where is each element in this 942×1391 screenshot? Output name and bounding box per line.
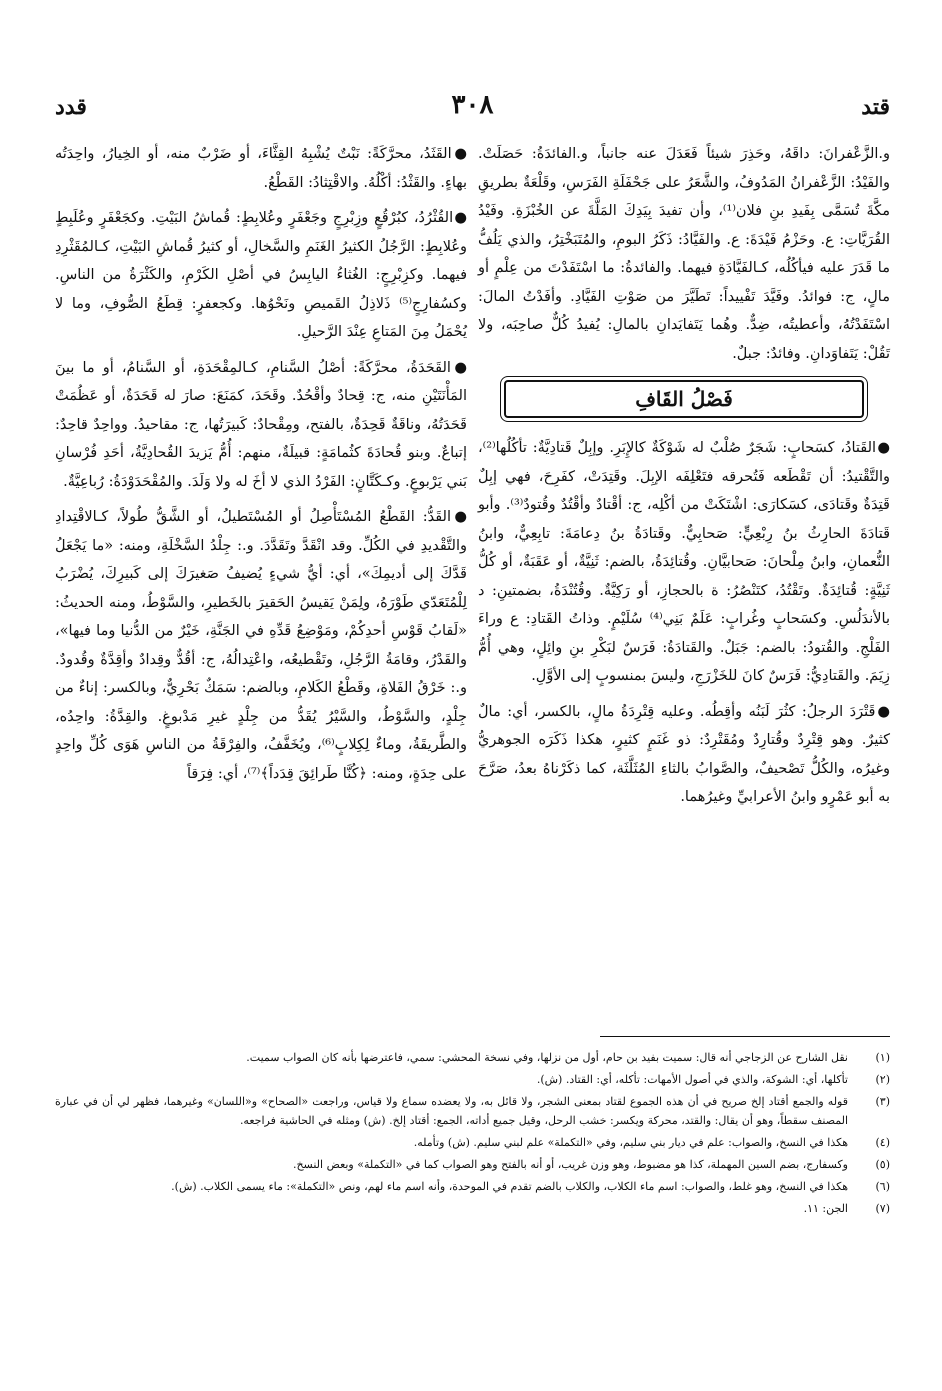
- header-entry-word-right: قتد: [861, 94, 890, 120]
- footnote: [55, 1177, 890, 1196]
- footnote-text: تأكلها، أي: الشوكة، والذي في أصول الأمهات: تأكله، أي: القتاد. (ش).: [536, 1073, 848, 1086]
- footnote-text: هكذا في النسخ، والصواب: علم في ديار بني سليم، وفي «التكملة» علم لبني سليم. (ش) وتأمله.: [413, 1136, 848, 1149]
- paragraph-qahada: ●القَحَدَةُ، محرَّكَةً: أصْلُ السَّنامِ، كـالمِقْحَدَةِ، أو السَّنامُ، أو ما بينَ المَأْنَتَيْنِ منه، ج: قِحادٌ وأقْحُدٌ. وقَحَدَ، كمَنَعَ: صارَ له قَحَدَةٌ، أو عَظُمَتْ قَحَدَتُهُ، وناقَةٌ قَحِدَةٌ، بالفتح، ومِقْحادٌ: كَبيرَتُها، ج: مقاحيدُ. وواحِدٌ قاحِدٌ: إتباعٌ. وبنو قُحادَةَ كثُمامَةٍ: قبيلَةٌ، منهم: أُمُّ يَزيدَ القُحادِيَّةُ، أحَدِ فُرْسانِ بَني يَرْبوعٍ. وكـكَتَّانٍ: الفَرْدُ الذي لا أخَ له ولا وَلَدَ. والمُقْحَدَوْدَةُ: رُباعِيَّةٌ.: [55, 359, 467, 490]
- footnote: [55, 1155, 890, 1174]
- footnote-number: (٤): [875, 1136, 890, 1149]
- footnote-number: (٥): [875, 1158, 890, 1171]
- paragraph-qathrud: ●القُثْرُدُ، كبُرْقُعٍ وزِبْرِجٍ وجَعْفَرٍ وعُلابِطٍ: قُماشُ البَيْتِ. وكجَعْفَرٍ وعُلَبِطٍ وعُلابِطٍ: الرَّجُلُ الكثيرُ الغَنَمِ والسَّخالِ، أو كثيرُ قُماشِ البَيْتِ، كـالمُقَثْرِدِ فيهما. وكزِبْرِجٍ: الغُثاءُ اليابِسُ في أصْلِ الكَرْمِ، والكَثْرَةُ من الناسِ. وكسُفارِجٍ⁽⁵⁾ ذَلاذِلُ القَميصِ ونَحْوُها. وكجعفرٍ: قِطَعُ الصُّوفِ، وما لا يُحْمَلُ مِنَ المَتاعِ عِنْدَ الرَّحيلِ.: [55, 210, 467, 340]
- section-heading-qaf: فَصْلُ القَافِ: [504, 380, 864, 418]
- left-column: [55, 140, 467, 795]
- footnote: [55, 1048, 890, 1067]
- footnote-text: قوله والجمع أقتاد إلخ صريح في أن هذه الجموع لقتاد بمعنى الشجر، ولا قائل به، ولا يعضده سماع ولا قياس، وراجعت «الصحاح» و«اللسان» وغيرهما، فظهر لي أن في عبارة المصنف سقطاً، وهو أن يقال: والقتد، محركة ويكسر: خشب الرحل، وقيل جميع أداته، الجمع: أقتاد إلخ. (ش) ومثله في الحاشية فراجعه.: [55, 1095, 848, 1127]
- footnote-number: (٧): [875, 1202, 890, 1215]
- paragraph-qadd: ●القَدُّ: القَطْعُ المُسْتَأْصِلُ أو المُسْتَطيلُ، أو الشَّقُّ طُولاً، كـالاقْتِدادِ والتَّقْديدِ في الكُلِّ. وقد انْقَدَّ وتَقَدَّدَ. و.: جِلْدُ السَّخْلَةِ، ومنه: «ما يَجْعَلُ قَدَّكَ إلى أديمِكَ»، أي: أيُّ شيءٍ يُضيفُ صَغيرَكَ إلى كَبيرِكَ، يُضْرَبُ لِلْمُتَعَدّي طَوْرَهُ، ولِمَنْ يَقيسُ الحَقيرَ بالخَطيرِ، والسَّوْطُ، ومنه الحديثُ: «لَقابُ قَوْسِ أحدِكُمْ، ومَوْضِعُ قَدِّهِ في الجَنَّةِ، خَيْرٌ من الدُّنيا وما فيها»، والقَدْرُ، وقامَةُ الرَّجُلِ، وتَقْطيعُه، واعْتِدالُهُ، ج: أقُدٌّ وقِدادٌ وأقِدَّةٌ وقُدودٌ. و.: خَرْقُ الفَلاةِ، وقَطْعُ الكَلامِ، وبالضم: سَمَكٌ بَحْرِيٌّ، وبالكسر: إناءٌ من جِلْدٍ، والسَّوْطُ، والسَّيْرُ يُقَدُّ من جِلْدٍ غيرِ مَدْبوغٍ. والقِدَّةُ: واحِدُه، والطَّريقَةُ، وماءٌ لِكِلابٍ⁽⁶⁾، ويُخَفَّفُ، والفِرْقَةُ من الناسِ هَوَى كُلِّ واحِدٍ على حِدَةٍ، ومنه: ﴿كُنَّا طَرائِقَ قِدَداً﴾⁽⁷⁾، أي: فِرَقاً: [55, 509, 467, 782]
- paragraph-qathad: ●القَثَدُ، محرَّكَةً: نَبْتٌ يُشْبِهُ القِثَّاءَ، أو ضَرْبٌ منه، أو الخِيارُ، واحِدَتُه بهاءٍ. والقَثْدُ: أكْلُهُ. والاقْتِثادُ: القَطْعُ.: [55, 146, 467, 191]
- page-header: [55, 88, 890, 128]
- footnote: [55, 1133, 890, 1152]
- footnote: [55, 1092, 890, 1130]
- footnote-separator: [600, 1036, 890, 1037]
- paragraph-fayd: و.الزَّعْفرانَ: داقَهُ، وحَذِرَ شيئاً فَعَدَلَ عنه جانباً، و.الفائدَةُ: حَصَلَتْ. والفَيْدُ: الزَّعْفرانُ المَدُوفُ، والشَّعَرُ على جَحْفَلَةِ الفَرَسِ، وقَلْعَةٌ بطريقِ مكَّةَ تُسَمَّى بِفَيدِ بنِ فلان⁽¹⁾، وأن تفيدَ بِيَدِكَ المَلَّةَ عن الخُبْزَةِ. وفَيْدُ القُرَيَّاتِ: ع. وحَزْمُ فَيْدَةَ: ع. والفَيَّادُ: ذَكَرُ البومِ، والمُتَبَخْتِرُ، والذي يَلُفُّ ما قَدَرَ عليه فيأكُلُه، كـالفَيَّادَةِ فيهما. والفائدةُ: ما اسْتَفَدْتَ من عِلْمٍ أو مالٍ، ج: فوائدُ. وفَيَّدَ تَفْييداً: تَطَيَّرَ من صَوْتِ الفَيَّادِ. وأفَدْتُ المالَ: اسْتَفَدْتُهُ، وأعطيتُه، ضِدٌّ. وهُما يَتَفايَدانِ بالمالِ: يُفيدُ كُلٌّ صاحِبَه، ولا تَقُلْ: يَتَفاوَدانِ. وفائدٌ: جبلٌ.: [478, 146, 890, 362]
- footnote-number: (٢): [875, 1073, 890, 1086]
- paragraph-qatrad: ●قَتْرَدَ الرجلُ: كثُرَ لَبَنُه وأقِطُه. وعليه قِتْرِدَةُ مالٍ، بالكسر، أي: مالٌ كثيرٌ. وهو قِتْرِدٌ وقُتارِدٌ ومُقَتْرِدٌ: ذو غَنَمٍ كثيرٍ، هكذا ذَكَرَه الجوهريُّ وغيرُه، والكُلُّ تَصْحيفٌ، والصَّوابُ بالثاءِ المُثَلَّثَة، كما ذكَرْناهُ بعدُ، صَرَّحَ به أبو عَمْرٍو وابنُ الأعرابيِّ وغيرُهما.: [478, 703, 890, 805]
- footnote-number: (١): [875, 1051, 890, 1064]
- right-column: [478, 140, 890, 819]
- footnote-number: (٣): [875, 1095, 890, 1108]
- paragraph-qatad: ●القَتادُ، كسَحابٍ: شَجَرٌ صُلْبٌ له شَوْكَةٌ كالإِبَرِ. وإبِلٌ قَتادِيَّةٌ: تأكُلُها⁽²⁾، والتَّقْتيدُ: أن تَقْطَعه فَتُحرقه فتَعْلِفَه الإبِلَ. وقَتِدَتْ، كفَرِحَ، فهي إبِلٌ قَتِدَةٌ وقَتادَى، كسَكارَى: اشْتَكَتْ من أكْلِه، ج: أقْتادٌ وأقْتُدٌ وقُتودٌ⁽³⁾. وأبو قَتادَةَ الحارِثُ بنُ رِبْعِيٍّ: صَحابِيٌّ. وقَتادَةُ بنُ دِعامَةَ: تابِعِيٌّ، وابنُ النُّعمانِ، وابنُ مِلْحانَ: صَحابيَّانِ. وقُتائِدَةُ، بالضم: ثَنِيَّةٌ، أو عَقَبَةٌ، أو كُلُّ ثَنِيَّةٍ: قُتائِدَةٌ. وتَقْتُدُ، كتَنْصُرُ: ة بالحجازِ، أو رَكِيَّةٌ. وقُتُنْدَةُ، بضمتينِ: د بالأندَلُسِ. وكسَحابٍ وغُرابٍ: عَلَمٌ بَنِي⁽⁴⁾ سُلَيْمٍ. وذاتُ القَتادِ: ع وراءَ الفَلْجِ. والقُتودُ: بالضم: جَبَلٌ. والقَتادَةُ: فَرَسٌ لبَكْرِ بنِ وائِلٍ، وهي أُمُّ زِيَمَ. والقَتادِيُّ: فَرَسٌ كانَ للخَزْرَجِ، وليسَ بمنسوبٍ إلى الأوَّلِ.: [478, 440, 890, 684]
- footnote-text: الجن: ١١.: [803, 1202, 848, 1215]
- footnote-text: وكسفارج، بضم السين المهملة، كذا هو مضبوط، وهو وزن غريب، أو أنه بالفتح وهو الصواب كما في «التكملة» وبعض النسخ.: [292, 1158, 848, 1171]
- header-entry-word-left: قدد: [55, 94, 87, 120]
- footnote-text: هكذا في النسخ، وهو غلط، والصواب: اسم ماء الكلاب، والكلاب بالضم تقدم في الموحدة، وأنه اسم ماء لهم، ونص «التكملة»: ماء يسمى الكلاب. (ش).: [171, 1180, 848, 1193]
- footnote-number: (٦): [875, 1180, 890, 1193]
- footnote: [55, 1199, 890, 1218]
- footnote-text: نقل الشارح عن الزجاجي أنه قال: سميت بفيد بن حام، أول من نزلها، وفي نسخة المحشي: سمي، فاعترضها بأنه كان الصواب سميت.: [246, 1051, 848, 1064]
- footnote: [55, 1070, 890, 1089]
- page-number: ٣٠٨: [451, 90, 494, 120]
- footnotes: [55, 1048, 890, 1221]
